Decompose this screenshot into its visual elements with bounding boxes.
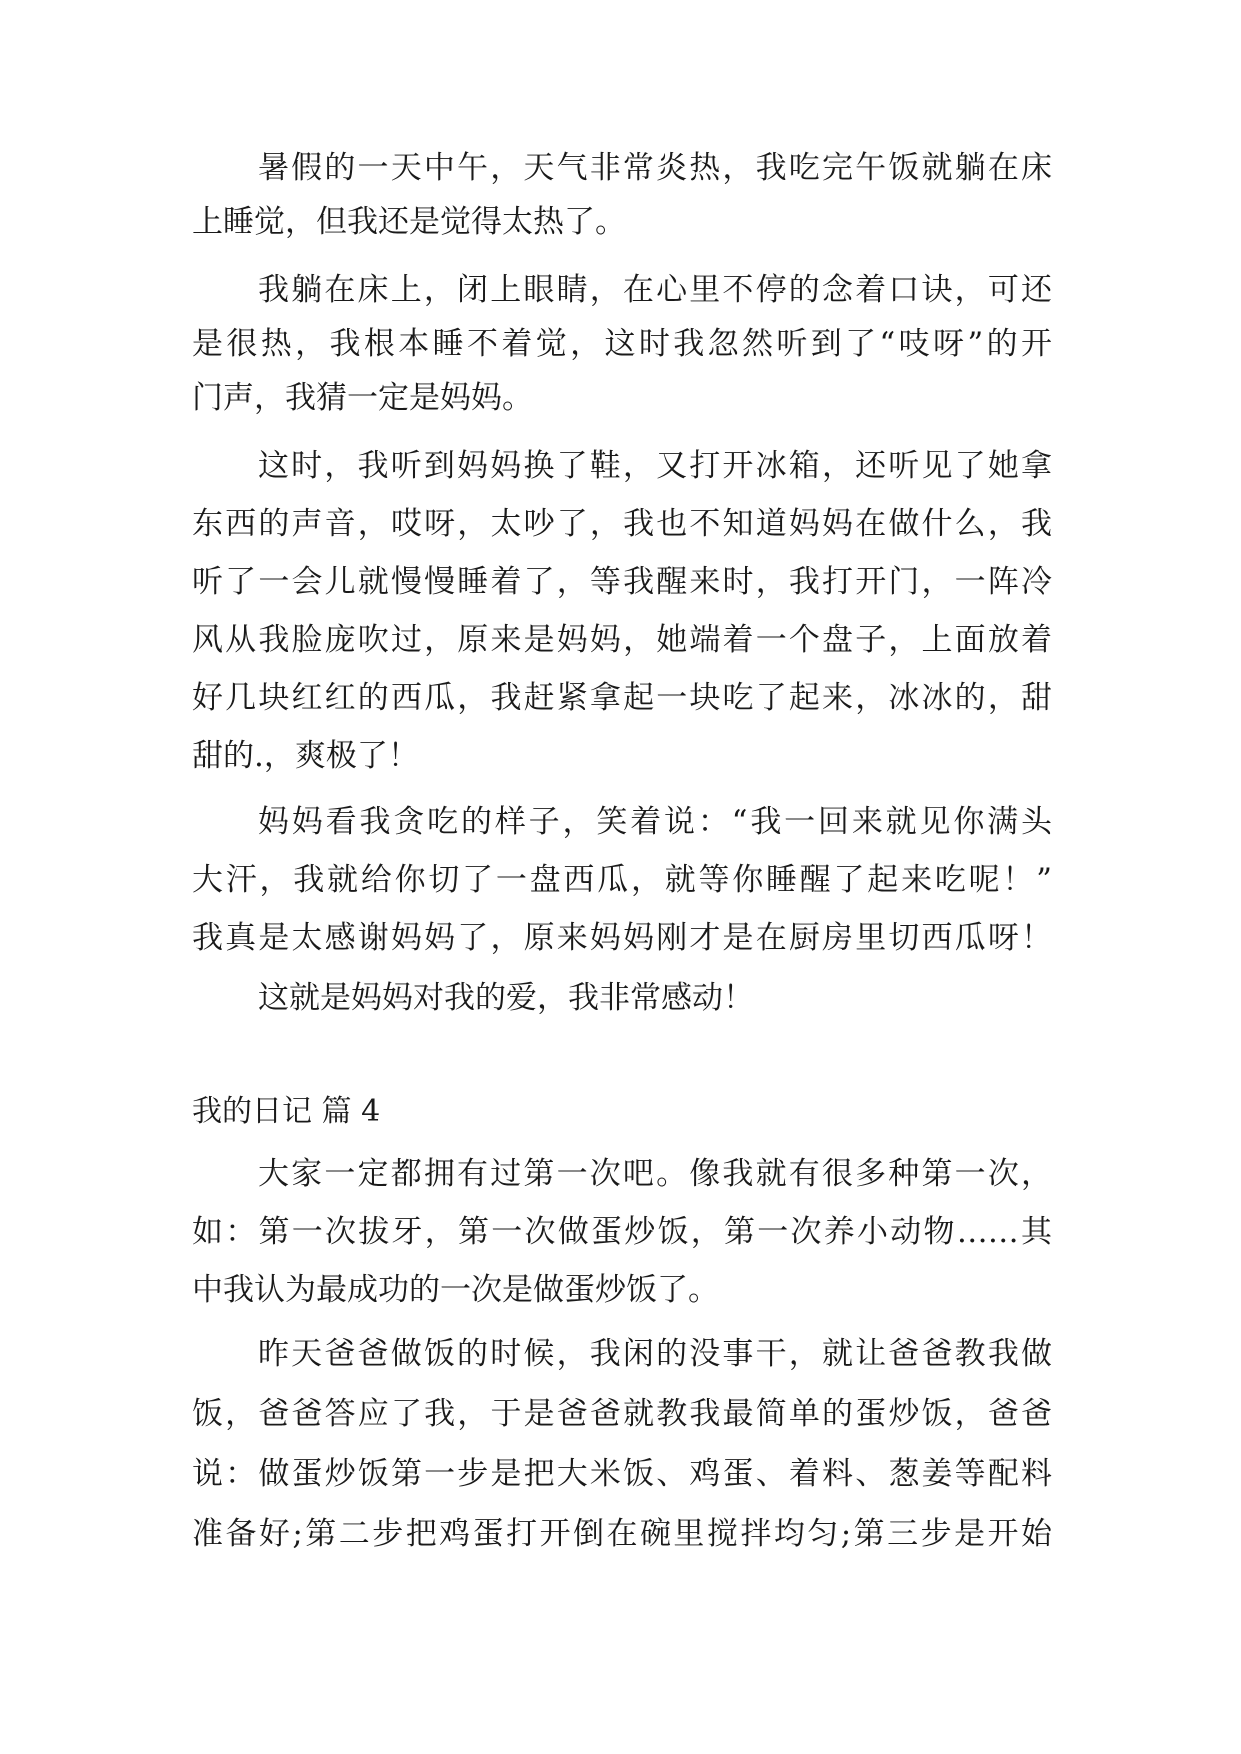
text-line: 这时，我听到妈妈换了鞋，又打开冰箱，还听见了她拿 (258, 448, 1052, 484)
text-line: 大汗，我就给你切了一盘西瓜，就等你睡醒了起来吃呢！” (192, 862, 1052, 898)
text-line: 暑假的一天中午，天气非常炎热，我吃完午饭就躺在床 (258, 150, 1052, 186)
text-line: 说：做蛋炒饭第一步是把大米饭、鸡蛋、着料、葱姜等配料 (192, 1456, 1052, 1492)
text-line: 东西的声音，哎呀，太吵了，我也不知道妈妈在做什么，我 (192, 506, 1052, 542)
section-heading: 我的日记 篇 4 (192, 1094, 381, 1129)
text-line: 饭，爸爸答应了我，于是爸爸就教我最简单的蛋炒饭，爸爸 (192, 1396, 1052, 1432)
text-line: 我躺在床上，闭上眼睛，在心里不停的念着口诀，可还 (258, 272, 1052, 308)
text-line: 上睡觉，但我还是觉得太热了。 (192, 204, 626, 240)
text-line: 妈妈看我贪吃的样子，笑着说：“我一回来就见你满头 (258, 804, 1052, 840)
text-line: 听了一会儿就慢慢睡着了，等我醒来时，我打开门，一阵冷 (192, 564, 1052, 600)
text-line: 中我认为最成功的一次是做蛋炒饭了。 (192, 1272, 719, 1308)
text-line: 大家一定都拥有过第一次吧。像我就有很多种第一次， (258, 1156, 1052, 1192)
text-line: 准备好;第二步把鸡蛋打开倒在碗里搅拌均匀;第三步是开始 (192, 1516, 1052, 1552)
text-line: 是很热，我根本睡不着觉，这时我忽然听到了“吱呀”的开 (192, 326, 1052, 362)
text-line: 昨天爸爸做饭的时候，我闲的没事干，就让爸爸教我做 (258, 1336, 1052, 1372)
text-line: 我真是太感谢妈妈了，原来妈妈刚才是在厨房里切西瓜呀！ (192, 920, 1052, 956)
text-line: 风从我脸庞吹过，原来是妈妈，她端着一个盘子，上面放着 (192, 622, 1052, 658)
text-line: 如：第一次拔牙，第一次做蛋炒饭，第一次养小动物……其 (192, 1214, 1052, 1250)
text-line: 好几块红红的西瓜，我赶紧拿起一块吃了起来，冰冰的，甜 (192, 680, 1052, 716)
text-line: 门声，我猜一定是妈妈。 (192, 380, 533, 416)
text-line: 甜的.，爽极了！ (192, 738, 419, 774)
text-line: 这就是妈妈对我的爱，我非常感动！ (258, 980, 754, 1016)
